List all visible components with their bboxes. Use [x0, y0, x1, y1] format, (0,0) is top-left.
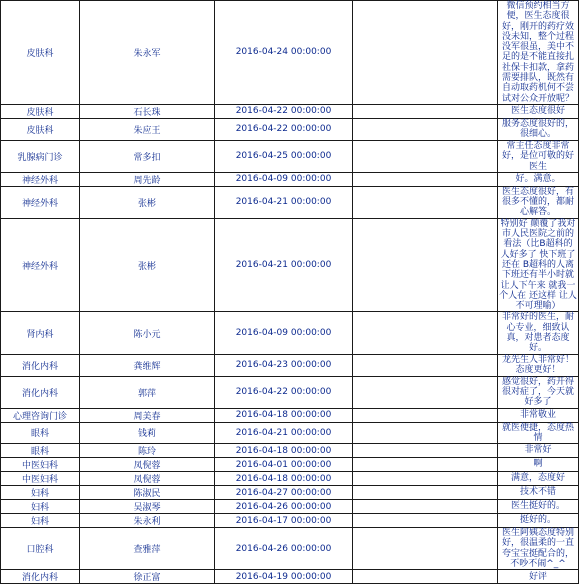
doctor-cell: 龚维辉	[80, 354, 215, 376]
comment-cell: 非常敬业	[498, 408, 579, 422]
doctor-cell: 朱永军	[80, 1, 215, 105]
blank-cell	[353, 140, 498, 172]
doctor-cell: 张彬	[80, 218, 215, 312]
table-row	[1, 500, 579, 514]
date-cell: 2016-04-19 00:00:00	[215, 570, 353, 584]
comment-cell: 医生态度很好	[498, 104, 579, 118]
date-cell: 2016-04-25 00:00:00	[215, 140, 353, 172]
department-cell: 妇科	[1, 500, 80, 514]
department-cell: 妇科	[1, 486, 80, 500]
comment-cell: 医生挺好的。	[498, 500, 579, 514]
table-row	[1, 186, 579, 218]
date-cell: 2016-04-09 00:00:00	[215, 172, 353, 186]
doctor-cell: 周先龄	[80, 172, 215, 186]
department-cell: 口腔科	[1, 528, 80, 570]
doctor-cell: 钱莉	[80, 422, 215, 444]
comment-cell: 感觉很好，药开得很对症了，今天就好多了	[498, 376, 579, 408]
blank-cell	[353, 422, 498, 444]
blank-cell	[353, 354, 498, 376]
doctor-cell: 陈淑民	[80, 486, 215, 500]
department-cell: 神经外科	[1, 172, 80, 186]
table-row	[1, 376, 579, 408]
table-row	[1, 422, 579, 444]
date-cell: 2016-04-18 00:00:00	[215, 444, 353, 458]
table-row	[1, 458, 579, 472]
table-row	[1, 570, 579, 584]
doctor-cell: 朱应王	[80, 118, 215, 140]
blank-cell	[353, 458, 498, 472]
date-cell: 2016-04-26 00:00:00	[215, 500, 353, 514]
department-cell: 中医妇科	[1, 458, 80, 472]
department-cell: 眼科	[1, 444, 80, 458]
department-cell: 中医妇科	[1, 472, 80, 486]
table-row	[1, 514, 579, 528]
blank-cell	[353, 514, 498, 528]
comment-cell: 服务态度很好的，很细心。	[498, 118, 579, 140]
table-row	[1, 528, 579, 570]
doctor-cell: 徐正富	[80, 570, 215, 584]
blank-cell	[353, 408, 498, 422]
table-row	[1, 218, 579, 312]
department-cell: 神经外科	[1, 218, 80, 312]
table-row	[1, 172, 579, 186]
date-cell: 2016-04-26 00:00:00	[215, 528, 353, 570]
date-cell: 2016-04-22 00:00:00	[215, 376, 353, 408]
date-cell: 2016-04-27 00:00:00	[215, 486, 353, 500]
department-cell: 消化内科	[1, 376, 80, 408]
doctor-cell: 张彬	[80, 186, 215, 218]
table-row	[1, 118, 579, 140]
date-cell: 2016-04-09 00:00:00	[215, 312, 353, 354]
table-row	[1, 140, 579, 172]
department-cell: 皮肤科	[1, 118, 80, 140]
blank-cell	[353, 570, 498, 584]
comment-cell: 非常好的医生，耐心专业，细致认真，对患者态度好。	[498, 312, 579, 354]
doctor-cell: 周美春	[80, 408, 215, 422]
blank-cell	[353, 118, 498, 140]
table-row	[1, 312, 579, 354]
comment-cell: 啊	[498, 458, 579, 472]
comment-cell: 非常好	[498, 444, 579, 458]
table-row	[1, 104, 579, 118]
date-cell: 2016-04-22 00:00:00	[215, 104, 353, 118]
blank-cell	[353, 1, 498, 105]
comment-cell: 满意，态度好	[498, 472, 579, 486]
blank-cell	[353, 472, 498, 486]
department-cell: 乳腺病门诊	[1, 140, 80, 172]
doctor-cell: 吴淑琴	[80, 500, 215, 514]
doctor-cell: 陈小元	[80, 312, 215, 354]
date-cell: 2016-04-18 00:00:00	[215, 472, 353, 486]
doctor-cell: 查雅萍	[80, 528, 215, 570]
blank-cell	[353, 218, 498, 312]
doctor-cell: 郭萍	[80, 376, 215, 408]
doctor-cell: 凤倪蓉	[80, 472, 215, 486]
doctor-cell: 凤倪蓉	[80, 458, 215, 472]
date-cell: 2016-04-24 00:00:00	[215, 1, 353, 105]
table-row	[1, 444, 579, 458]
doctor-cell: 常多扣	[80, 140, 215, 172]
date-cell: 2016-04-17 00:00:00	[215, 514, 353, 528]
table-row	[1, 408, 579, 422]
blank-cell	[353, 186, 498, 218]
department-cell: 心理咨询门诊	[1, 408, 80, 422]
department-cell: 肾内科	[1, 312, 80, 354]
doctor-cell: 朱永利	[80, 514, 215, 528]
blank-cell	[353, 312, 498, 354]
department-cell: 消化内科	[1, 354, 80, 376]
table-row	[1, 472, 579, 486]
department-cell: 皮肤科	[1, 1, 80, 105]
comment-cell: 常主任态度非常好，是位可敬的好医生	[498, 140, 579, 172]
doctor-cell: 石长珠	[80, 104, 215, 118]
date-cell: 2016-04-21 00:00:00	[215, 186, 353, 218]
department-cell: 眼科	[1, 422, 80, 444]
comment-cell: 就医便捷，态度热情	[498, 422, 579, 444]
department-cell: 神经外科	[1, 186, 80, 218]
blank-cell	[353, 104, 498, 118]
table-row	[1, 354, 579, 376]
date-cell: 2016-04-23 00:00:00	[215, 354, 353, 376]
comment-cell: 龙先生人非常好！态度更好！	[498, 354, 579, 376]
blank-cell	[353, 500, 498, 514]
table-row	[1, 1, 579, 105]
comment-cell: 挺好的。	[498, 514, 579, 528]
department-cell: 妇科	[1, 514, 80, 528]
blank-cell	[353, 376, 498, 408]
comment-cell: 医生态度很好，有很多不懂的，都耐心解答。	[498, 186, 579, 218]
date-cell: 2016-04-22 00:00:00	[215, 118, 353, 140]
blank-cell	[353, 444, 498, 458]
department-cell: 皮肤科	[1, 104, 80, 118]
date-cell: 2016-04-18 00:00:00	[215, 408, 353, 422]
comment-cell: 特别好 颠覆了我对市人民医院之前的看法（比B超科的人好多了 快下班了还在 B超科的人离下班还有半小时就让人下午来 就我一个人在 还这样 让人不可理喻）	[499, 218, 577, 312]
review-table-body	[1, 1, 579, 584]
date-cell: 2016-04-01 00:00:00	[215, 458, 353, 472]
date-cell: 2016-04-21 00:00:00	[215, 422, 353, 444]
comment-cell: 好。满意。	[498, 172, 579, 186]
comment-cell: 医生阿姨态度特别好，很温柔的一直夸宝宝挺配合的，不吵不闹^_^	[498, 528, 579, 570]
doctor-cell: 陈玲	[80, 444, 215, 458]
blank-cell	[353, 486, 498, 500]
comment-cell: 好评	[498, 570, 579, 584]
blank-cell	[353, 528, 498, 570]
comment-cell: 微信预约相当方便，医生态度很好，刚开的药疗效没未知，整个过程没军很虽，美中不足的是不能直接扎社保卡扣款，拿药需要排队，既然有自动取药机何不尝试对公众开放呢？	[498, 1, 579, 105]
table-row	[1, 486, 579, 500]
comment-cell: 技术不错	[498, 486, 579, 500]
department-cell: 消化内科	[1, 570, 80, 584]
blank-cell	[353, 172, 498, 186]
date-cell: 2016-04-21 00:00:00	[215, 218, 353, 312]
